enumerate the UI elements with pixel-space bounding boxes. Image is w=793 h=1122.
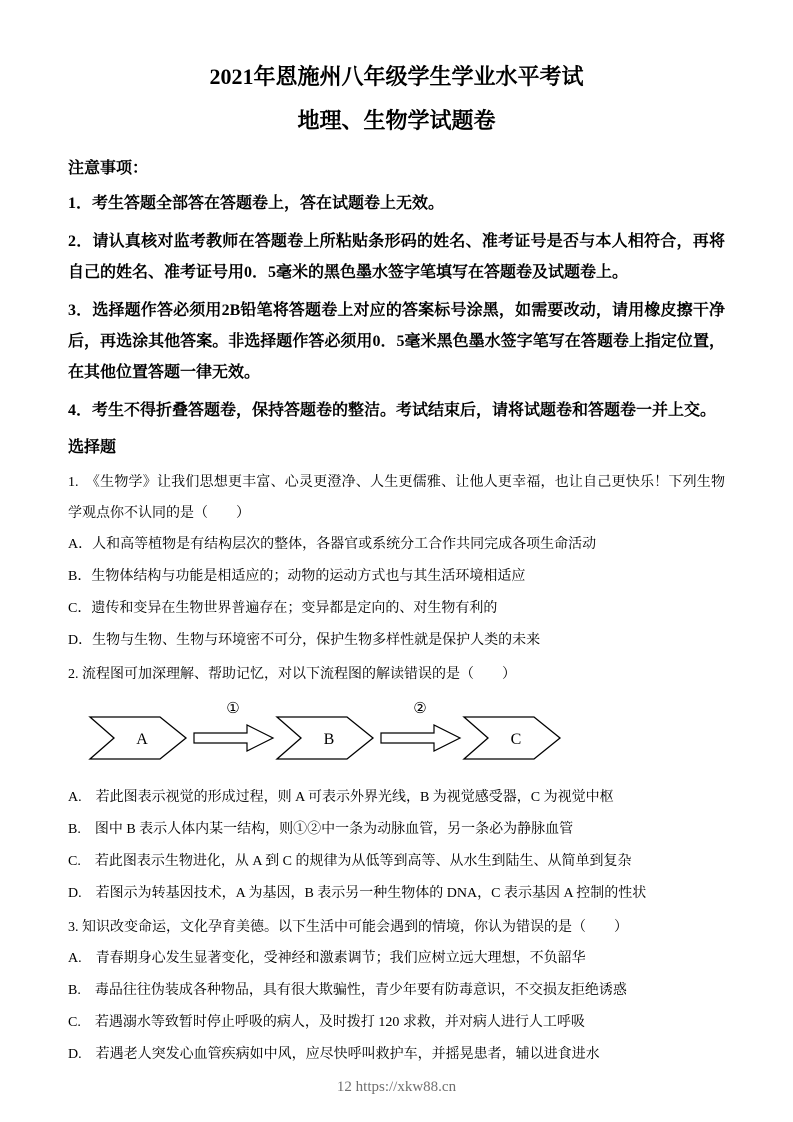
question-2-option-a: A. 若此图表示视觉的形成过程，则 A 可表示外界光线，B 为视觉感受器，C 为视觉中枢: [68, 790, 614, 805]
page-title-line1: 2021年恩施州八年级学生学业水平考试: [209, 64, 584, 89]
question-3-stem: 3. 知识改变命运，文化孕育美德。以下生活中可能会遇到的情境，你认为错误的是（ ）: [68, 920, 628, 935]
question-2-option-c: C. 若此图表示生物进化，从 A 到 C 的规律为从低等到高等、从水生到陆生、从简单到复杂: [68, 854, 632, 869]
flow-arrow-2-icon: [381, 725, 460, 751]
flow-arrow-1-icon: [194, 725, 273, 751]
question-1: [68, 467, 725, 657]
flow-diagram: [86, 696, 725, 776]
flow-diagram-svg: [86, 696, 564, 776]
notice-header: 注意事项：: [68, 160, 149, 177]
question-3-option-b: B. 毒品往往伪装成各种物品，具有很大欺骗性，青少年要有防毒意识，不交损友拒绝诱惑: [68, 983, 627, 998]
question-2-option-b: B. 图中 B 表示人体内某一结构，则①②中一条为动脉血管，另一条必为静脉血管: [68, 822, 574, 837]
question-3-option-c: C. 若遇溺水等致暂时停止呼吸的病人，及时拨打 120 求救，并对病人进行人工呼吸: [68, 1015, 585, 1030]
question-2: [68, 659, 725, 910]
flow-node-b-label: B: [323, 731, 335, 748]
question-3-option-d: D. 若遇老人突发心血管疾病如中风，应尽快呼叫救护车，并摇晃患者，辅以进食进水: [68, 1047, 600, 1062]
notice-item-1: 1．考生答题全部答在答题卷上，答在试题卷上无效。: [68, 195, 445, 212]
flow-step-1-label: ①: [226, 699, 240, 717]
notice-item-2: 2．请认真核对监考教师在答题卷上所粘贴条形码的姓名、准考证号是否与本人相符合，再将自己的姓名、准考证号用0．5毫米的黑色墨水签字笔填写在答题卷及试题卷上。: [68, 233, 725, 281]
question-1-option-c: C．遗传和变异在生物世界普遍存在；变异都是定向的、对生物有利的: [68, 601, 498, 616]
page-title-line2: 地理、生物学试题卷: [297, 108, 496, 133]
question-1-stem: 1. 《生物学》让我们思想更丰富、心灵更澄净、人生更儒雅、让他人更幸福，也让自己更快乐！下列生物学观点你不认同的是（ ）: [68, 475, 725, 521]
flow-node-a-label: A: [136, 731, 148, 748]
question-1-option-a: A．人和高等植物是有结构层次的整体，各器官或系统分工合作共同完成各项生命活动: [68, 537, 597, 552]
section-header-choice-questions: 选择题: [68, 439, 117, 456]
question-2-option-d: D. 若图示为转基因技术，A 为基因，B 表示另一种生物体的 DNA，C 表示基因 A 控制的性状: [68, 886, 647, 901]
question-3-option-a: A. 青春期身心发生显著变化，受神经和激素调节；我们应树立远大理想，不负韶华: [68, 951, 586, 966]
question-1-option-b: B．生物体结构与功能是相适应的；动物的运动方式也与其生活环境相适应: [68, 569, 526, 584]
flow-step-2-label: ②: [413, 699, 427, 717]
notice-item-3: 3．选择题作答必须用2B铅笔将答题卷上对应的答案标号涂黑，如需要改动，请用橡皮擦干净后，再选涂其他答案。非选择题作答必须用0．5毫米黑色墨水签字笔写在答题卷上指定位置，在其他位置答题一律无效。: [68, 302, 725, 381]
flow-node-c-label: C: [510, 731, 522, 748]
question-1-option-d: D．生物与生物、生物与环境密不可分，保护生物多样性就是保护人类的未来: [68, 633, 541, 648]
page-footer-watermark: 12 https://xkw88.cn: [336, 1079, 457, 1095]
question-3: [68, 912, 725, 1071]
question-2-stem: 2. 流程图可加深理解、帮助记忆，对以下流程图的解读错误的是（ ）: [68, 667, 516, 682]
notice-item-4: 4．考生不得折叠答题卷，保持答题卷的整洁。考试结束后，请将试题卷和答题卷一并上交。: [68, 402, 717, 419]
